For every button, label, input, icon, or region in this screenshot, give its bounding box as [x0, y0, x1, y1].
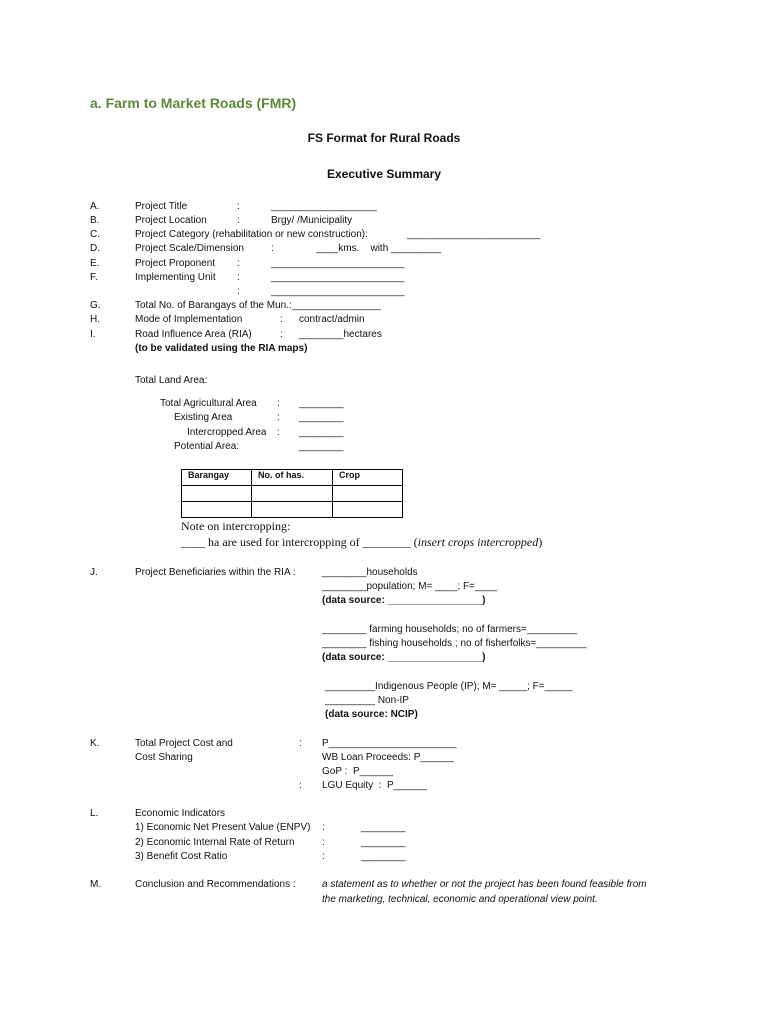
field-sep: : [299, 738, 302, 749]
section-title: a. Farm to Market Roads (FMR) [90, 95, 297, 111]
population-value: ________population; M= ____; F=____ [322, 581, 498, 592]
field-label: Total No. of Barangays of the Mun.:________________ [135, 300, 381, 311]
field-label: Project Location [135, 215, 207, 226]
land-row-sep: : [277, 427, 280, 438]
field-letter: A. [90, 201, 100, 212]
table-row [182, 502, 403, 518]
table-header-cell: No. of has. [252, 470, 333, 486]
field-label: Project Category (rehabilitation or new construction): [135, 229, 368, 240]
land-row-value: ________ [299, 398, 344, 409]
non-ip-value: _________ Non-IP [325, 695, 409, 706]
indicator-label: 1) Economic Net Present Value (ENPV) [135, 822, 311, 833]
field-sep: : [237, 201, 240, 212]
field-sep: : [299, 780, 302, 791]
field-letter: F. [90, 272, 98, 283]
field-label: Project Scale/Dimension [135, 243, 244, 254]
field-letter: D. [90, 243, 100, 254]
data-source: (data source: NCIP) [325, 709, 418, 720]
field-value: ________________________ [271, 258, 405, 269]
field-label: Economic Indicators [135, 808, 226, 819]
table-cell [182, 486, 252, 502]
table-header-row [182, 470, 403, 486]
field-sep: : [280, 329, 283, 340]
table-header-cell: Barangay [182, 470, 252, 486]
conclusion-text: a statement as to whether or not the project has been found feasible from [322, 879, 647, 890]
field-letter: G. [90, 300, 101, 311]
ip-value: _________Indigenous People (IP); M= _____; F=_____ [325, 681, 573, 692]
doc-title: FS Format for Rural Roads [307, 131, 461, 145]
intercrop-prefix: ____ ha are used for intercropping of ________ ( [181, 535, 418, 549]
field-label: Project Proponent [135, 258, 216, 269]
ria-note: (to be validated using the RIA maps) [135, 343, 308, 354]
table-header-cell: Crop [333, 470, 403, 486]
table-cell [252, 486, 333, 502]
land-row-value: ________ [299, 427, 344, 438]
field-sep: : [237, 215, 240, 226]
field-value: ________________________ [271, 286, 405, 297]
land-title: Total Land Area: [135, 375, 208, 386]
field-label: Total Project Cost and [135, 738, 233, 749]
intercrop-italic: insert crops intercropped [417, 535, 539, 549]
field-value: Brgy/ /Municipality [271, 215, 353, 226]
wb-value: WB Loan Proceeds: P______ [322, 752, 454, 763]
field-label: Cost Sharing [135, 752, 193, 763]
farming-value: ________ farming households; no of farmers=_________ [322, 624, 577, 635]
field-letter: J. [90, 567, 98, 578]
land-row-label: Potential Area: [174, 441, 240, 452]
field-value: ________hectares [299, 329, 382, 340]
land-row-label: Total Agricultural Area [160, 398, 257, 409]
field-label: Project Title [135, 201, 188, 212]
field-sep: : [271, 243, 274, 254]
field-value: ____kms. with _________ [316, 243, 442, 254]
intercrop-suffix: ) [538, 535, 543, 549]
field-value: ________________________ [271, 272, 405, 283]
land-row-label: Existing Area [174, 412, 233, 423]
field-letter: C. [90, 229, 100, 240]
indicator-value: ________ [361, 851, 406, 862]
land-row-label: Intercropped Area [187, 427, 267, 438]
households-value: ________households [322, 567, 418, 578]
conclusion-text: the marketing, technical, economic and operational view point. [322, 894, 598, 905]
field-label: Conclusion and Recommendations : [135, 879, 296, 890]
indicator-sep: : [322, 822, 325, 833]
field-label: Implementing Unit [135, 272, 216, 283]
data-source: (data source: _________________) [322, 595, 486, 606]
field-letter: E. [90, 258, 100, 269]
land-row-sep: : [277, 398, 280, 409]
field-sep: : [280, 314, 283, 325]
field-letter: K. [90, 738, 100, 749]
field-label: Road Influence Area (RIA) [135, 329, 252, 340]
land-row-value: ________ [299, 441, 344, 452]
field-letter: L. [90, 808, 99, 819]
intercrop-label: Note on intercropping: [181, 519, 291, 533]
fishing-value: ________ fishing households ; no of fisherfolks=_________ [322, 638, 587, 649]
land-row-sep: : [277, 412, 280, 423]
field-value: contract/admin [299, 314, 365, 325]
field-letter: I. [90, 329, 96, 340]
data-source: (data source: _________________) [322, 652, 486, 663]
intercrop-line [181, 535, 542, 550]
field-sep: : [237, 286, 240, 297]
field-value: ________________________ [407, 229, 541, 240]
field-label: Mode of Implementation [135, 314, 243, 325]
field-label: Project Beneficiaries within the RIA : [135, 567, 296, 578]
field-letter: H. [90, 314, 100, 325]
field-sep: : [237, 258, 240, 269]
land-row-value: ________ [299, 412, 344, 423]
table-cell [252, 502, 333, 518]
doc-subtitle: Executive Summary [326, 167, 442, 181]
indicator-sep: : [322, 851, 325, 862]
crop-table [181, 469, 403, 518]
indicator-value: ________ [361, 837, 406, 848]
table-cell [333, 502, 403, 518]
indicator-label: 2) Economic Internal Rate of Return [135, 837, 295, 848]
table-cell [182, 502, 252, 518]
field-letter: B. [90, 215, 100, 226]
field-sep: : [237, 272, 240, 283]
field-value: ___________________ [271, 201, 377, 212]
cost-value: P_______________________ [322, 738, 457, 749]
table-cell [333, 486, 403, 502]
gop-value: GoP : P______ [322, 766, 393, 777]
indicator-value: ________ [361, 822, 406, 833]
table-row [182, 486, 403, 502]
field-letter: M. [90, 879, 102, 890]
indicator-sep: : [322, 837, 325, 848]
indicator-label: 3) Benefit Cost Ratio [135, 851, 228, 862]
lgu-value: LGU Equity : P______ [322, 780, 428, 791]
